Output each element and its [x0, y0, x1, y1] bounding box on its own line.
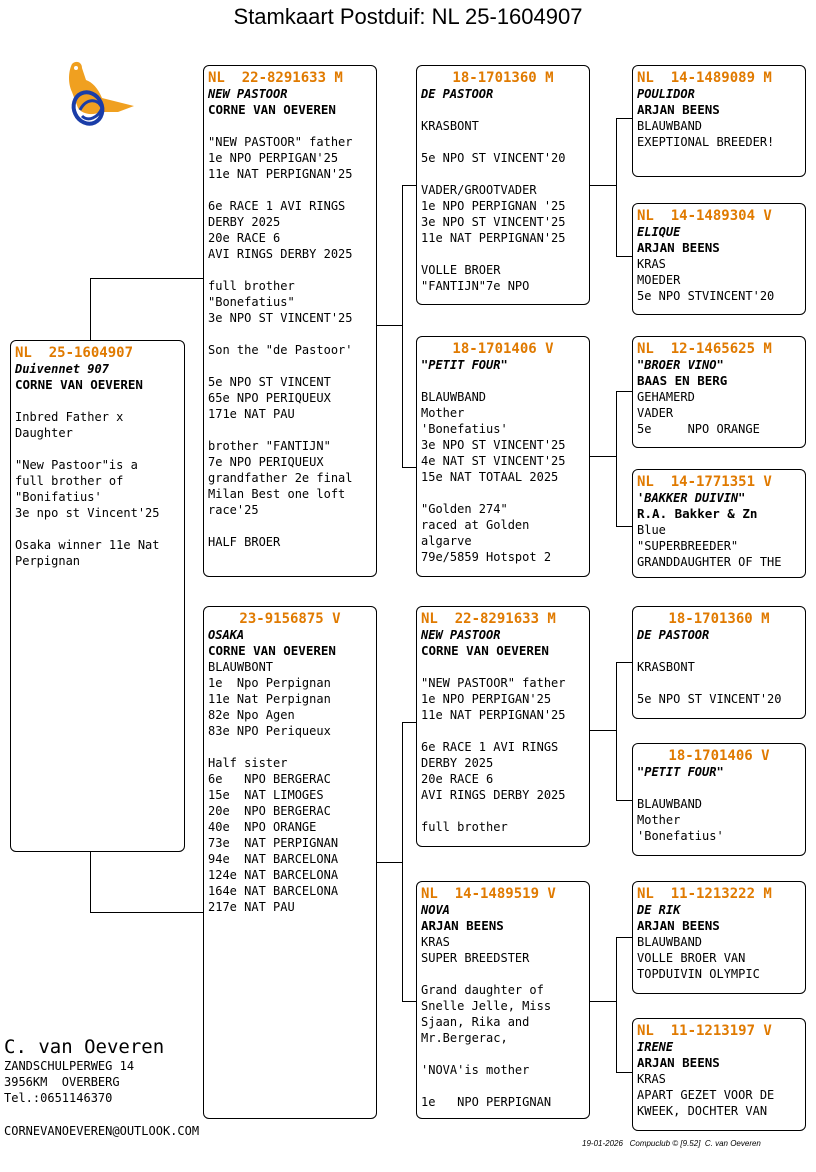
info-line: VADER/GROOTVADER [421, 183, 537, 197]
info-line: Perpignan [15, 554, 81, 568]
info-line [208, 358, 372, 374]
info-line: 15e NAT LIMOGES [208, 788, 324, 802]
connector [616, 391, 617, 526]
pigeon-name: DE PASTOOR [637, 628, 710, 642]
info-line: GRANDDAUGHTER OF THE [637, 555, 782, 569]
info-line: 217e NAT PAU [208, 900, 295, 914]
info-line: Son the "de Pastoor' [208, 343, 353, 357]
breeder-city: 3956KM OVERBERG [4, 1075, 120, 1089]
info-line [421, 373, 585, 389]
pigeon-card-fff[interactable] [632, 65, 806, 177]
pigeon-owner: CORNE VAN OEVEREN [208, 102, 336, 117]
info-line: 20e RACE 6 [208, 231, 281, 245]
ring-number: 23-9156875 V [239, 611, 341, 627]
pigeon-name: "PETIT FOUR" [421, 358, 508, 372]
info-line: VADER [637, 406, 674, 420]
info-line [208, 182, 372, 198]
pigeon-name: NEW PASTOOR [421, 628, 501, 642]
connector [616, 937, 617, 1072]
info-line [421, 723, 585, 739]
connector [589, 185, 616, 186]
info-line: SUPER BREEDSTER [421, 951, 530, 965]
info-line: 20e NPO BERGERAC [208, 804, 331, 818]
info-line: 1e Npo Perpignan [208, 676, 331, 690]
connector [402, 467, 417, 468]
info-line [421, 166, 585, 182]
info-line: EXEPTIONAL BREEDER! [637, 135, 775, 149]
info-line: 3e NPO ST VINCENT'25 [421, 215, 566, 229]
info-line: 'Bonefatius' [637, 829, 724, 843]
ring-number: NL 12-1465625 M [637, 341, 772, 357]
info-line: 11e NAT PERPIGNAN'25 [421, 708, 566, 722]
info-line: Osaka winner 11e Nat [15, 538, 160, 552]
pigeon-card-father-mother[interactable] [416, 336, 590, 577]
pigeon-name: IRENE [637, 1040, 674, 1054]
breeder-address: ZANDSCHULPERWEG 14 [4, 1059, 135, 1073]
info-line: 11e NAT PERPIGNAN'25 [421, 231, 566, 245]
info-line: Half sister [208, 756, 288, 770]
breeder-block [4, 1036, 164, 1106]
pigeon-name: POULIDOR [637, 87, 695, 101]
pigeon-name: DE RIK [637, 903, 681, 917]
info-line: 1e NPO PERPIGNAN [421, 1095, 552, 1109]
ring-number: NL 14-1489089 M [637, 70, 772, 86]
info-line: BLAUWBONT [208, 660, 274, 674]
ring-number: NL 11-1213222 M [637, 886, 772, 902]
info-line: 3e NPO ST VINCENT'25 [421, 438, 566, 452]
info-line: TOPDUIVIN OLYMPIC [637, 967, 760, 981]
ring-number: NL 22-8291633 M [421, 611, 556, 627]
ring-number: NL 14-1771351 V [637, 474, 772, 490]
pigeon-card-father[interactable] [203, 65, 377, 577]
info-line: "SUPERBREEDER" [637, 539, 739, 553]
info-line: 5e NPO ST VINCENT [208, 375, 331, 389]
connector [616, 800, 633, 801]
page-title: Stamkaart Postduif: NL 25-1604907 [233, 4, 583, 29]
info-line: Grand daughter of [421, 983, 544, 997]
connector [402, 185, 403, 467]
info-line: full brother [208, 279, 295, 293]
pigeon-card-mfm[interactable] [632, 743, 806, 856]
info-line: KRAS [637, 257, 666, 271]
connector [90, 278, 91, 340]
info-line [208, 422, 372, 438]
info-line: VOLLE BROER VAN [637, 951, 746, 965]
info-line: 171e NAT PAU [208, 407, 295, 421]
connector [402, 722, 417, 723]
pigeon-name: Duivennet 907 [15, 362, 109, 376]
info-line: KRASBONT [421, 119, 479, 133]
info-line [421, 966, 585, 982]
info-line: KRASBONT [637, 660, 695, 674]
pigeon-name: 'BAKKER DUIVIN" [637, 491, 746, 505]
info-line: APART GEZET VOOR DE [637, 1088, 775, 1102]
info-line: Milan Best one loft [208, 487, 346, 501]
pigeon-name: "BROER VINO" [637, 358, 724, 372]
info-line: raced at Golden [421, 518, 530, 532]
ring-number: NL 25-1604907 [15, 345, 134, 361]
breeder-name: C. van Oeveren [4, 1036, 165, 1058]
info-line [421, 102, 585, 118]
pigeon-name: NOVA [421, 903, 450, 917]
ring-number: 18-1701406 V [452, 341, 554, 357]
info-line: "New Pastoor"is a [15, 458, 138, 472]
pigeon-owner: CORNE VAN OEVEREN [421, 643, 549, 658]
info-line: 5e NPO ST VINCENT'20 [637, 692, 782, 706]
info-line: HALF BROER [208, 535, 281, 549]
info-line: "NEW PASTOOR" father [421, 676, 566, 690]
pigeon-owner: R.A. Bakker & Zn [637, 506, 758, 521]
info-line: 83e NPO Periqueux [208, 724, 331, 738]
info-line: 82e Npo Agen [208, 708, 295, 722]
footer-text: 19-01-2026 Compuclub © [9.52] C. van Oeveren [582, 1139, 761, 1148]
info-line: 124e NAT BARCELONA [208, 868, 339, 882]
info-line: 5e NPO ST VINCENT'20 [421, 151, 566, 165]
connector [376, 862, 402, 863]
info-line: AVI RINGS DERBY 2025 [208, 247, 353, 261]
info-line [637, 643, 801, 659]
info-line: Daughter [15, 426, 73, 440]
pigeon-card-mmf[interactable] [632, 881, 806, 994]
pigeon-owner: CORNE VAN OEVEREN [15, 377, 143, 392]
info-line: 1e NPO PERPIGNAN '25 [421, 199, 566, 213]
connector [616, 118, 633, 119]
info-line: Mother [421, 406, 465, 420]
info-line [637, 780, 801, 796]
info-line [421, 1046, 585, 1062]
info-line: Mr.Bergerac, [421, 1031, 508, 1045]
info-line: KRAS [637, 1072, 666, 1086]
info-line [421, 659, 585, 675]
pigeon-owner: ARJAN BEENS [637, 102, 720, 117]
info-line [421, 246, 585, 262]
info-line [208, 326, 372, 342]
info-line: 65e NPO PERIQUEUX [208, 391, 331, 405]
info-line: grandfather 2e final [208, 471, 353, 485]
info-line: "FANTIJN"7e NPO [421, 279, 530, 293]
info-line: 3e NPO ST VINCENT'25 [208, 311, 353, 325]
connector [589, 730, 616, 731]
info-line [421, 134, 585, 150]
info-line: GEHAMERD [637, 390, 695, 404]
info-line: VOLLE BROER [421, 263, 501, 277]
info-line: 6e RACE 1 AVI RINGS [421, 740, 559, 754]
ring-number: 18-1701360 M [452, 70, 554, 86]
pigeon-card-mother-father[interactable] [416, 606, 590, 847]
connector [402, 722, 403, 1001]
info-line [421, 485, 585, 501]
pigeon-name: DE PASTOOR [421, 87, 494, 101]
info-line: 'NOVA'is mother [421, 1063, 530, 1077]
info-line: "NEW PASTOOR" father [208, 135, 353, 149]
info-line: 11e Nat Perpignan [208, 692, 331, 706]
ring-number: 18-1701406 V [668, 748, 770, 764]
info-line: MOEDER [637, 273, 681, 287]
connector [616, 526, 633, 527]
info-line: 5e NPO ORANGE [637, 422, 760, 436]
pigeon-owner: CORNE VAN OEVEREN [208, 643, 336, 658]
connector [616, 1072, 633, 1073]
info-line: 11e NAT PERPIGNAN'25 [208, 167, 353, 181]
pigeon-card-father-father[interactable] [416, 65, 590, 305]
info-line: Mother [637, 813, 681, 827]
info-line: BLAUWBAND [421, 390, 487, 404]
info-line: DERBY 2025 [421, 756, 494, 770]
ring-number: NL 11-1213197 V [637, 1023, 772, 1039]
connector [616, 118, 617, 256]
breeder-phone: Tel.:0651146370 [4, 1091, 113, 1105]
info-line [208, 262, 372, 278]
info-line: 5e NPO STVINCENT'20 [637, 289, 775, 303]
pigeon-owner: ARJAN BEENS [637, 1055, 720, 1070]
connector [616, 391, 633, 392]
connector [402, 1001, 417, 1002]
info-line: 1e NPO PERPIGAN'25 [421, 692, 552, 706]
info-line [15, 441, 180, 457]
pigeon-card-mother[interactable] [203, 606, 377, 1119]
ring-number: 18-1701360 M [668, 611, 770, 627]
ring-number: NL 14-1489519 V [421, 886, 556, 902]
info-line: BLAUWBAND [637, 119, 703, 133]
connector [616, 937, 633, 938]
pigeon-card-mother-mother[interactable] [416, 881, 590, 1119]
info-line: 15e NAT TOTAAL 2025 [421, 470, 559, 484]
pigeon-card-mff[interactable] [632, 606, 806, 719]
pigeon-owner: ARJAN BEENS [637, 240, 720, 255]
info-line: Inbred Father x [15, 410, 124, 424]
pigeon-card-subject[interactable] [10, 340, 185, 852]
info-line: full brother [421, 820, 508, 834]
pigeon-card-fmf[interactable] [632, 336, 806, 448]
connector [616, 662, 617, 800]
info-line [208, 739, 372, 755]
info-line: 4e NAT ST VINCENT'25 [421, 454, 566, 468]
connector [90, 278, 204, 279]
pigeon-name: OSAKA [208, 628, 245, 642]
connector [376, 325, 402, 326]
connector [616, 662, 633, 663]
info-line: 40e NPO ORANGE [208, 820, 317, 834]
info-line: algarve [421, 534, 472, 548]
info-line: AVI RINGS DERBY 2025 [421, 788, 566, 802]
pigeon-owner: ARJAN BEENS [637, 918, 720, 933]
info-line: full brother of [15, 474, 124, 488]
info-line: "Golden 274" [421, 502, 508, 516]
info-line [208, 118, 372, 134]
pigeon-name: NEW PASTOOR [208, 87, 288, 101]
info-line: 'Bonefatius' [421, 422, 508, 436]
info-line: 7e NPO PERIQUEUX [208, 455, 324, 469]
info-line [637, 675, 801, 691]
info-line: DERBY 2025 [208, 215, 281, 229]
info-line [421, 1078, 585, 1094]
info-line: 6e NPO BERGERAC [208, 772, 331, 786]
info-line: 3e npo st Vincent'25 [15, 506, 160, 520]
info-line: 20e RACE 6 [421, 772, 494, 786]
info-line: KRAS [421, 935, 450, 949]
info-line: Blue [637, 523, 666, 537]
connector [616, 256, 633, 257]
info-line: 73e NAT PERPIGNAN [208, 836, 339, 850]
info-line [15, 521, 180, 537]
connector [589, 456, 616, 457]
info-line [421, 803, 585, 819]
ring-number: NL 22-8291633 M [208, 70, 343, 86]
pigeon-owner: ARJAN BEENS [421, 918, 504, 933]
connector [90, 852, 91, 912]
pigeon-card-mmm[interactable] [632, 1018, 806, 1131]
info-line: "Bonifatius' [15, 490, 102, 504]
info-line: Sjaan, Rika and [421, 1015, 530, 1029]
pigeon-logo-icon [58, 58, 138, 130]
pigeon-name: ELIQUE [637, 225, 681, 239]
ring-number: NL 14-1489304 V [637, 208, 772, 224]
connector [90, 912, 204, 913]
connector [589, 1001, 616, 1002]
info-line: 94e NAT BARCELONA [208, 852, 339, 866]
info-line: Snelle Jelle, Miss [421, 999, 552, 1013]
info-line: brother "FANTIJN" [208, 439, 331, 453]
info-line [15, 393, 180, 409]
pigeon-card-ffm[interactable] [632, 203, 806, 315]
info-line: KWEEK, DOCHTER VAN [637, 1104, 768, 1118]
info-line: 1e NPO PERPIGAN'25 [208, 151, 339, 165]
info-line: 79e/5859 Hotspot 2 [421, 550, 552, 564]
info-line: BLAUWBAND [637, 797, 703, 811]
breeder-email[interactable]: CORNEVANOEVEREN@OUTLOOK.COM [4, 1124, 200, 1138]
pigeon-name: "PETIT FOUR" [637, 765, 724, 779]
pigeon-card-fmm[interactable] [632, 469, 806, 578]
connector [402, 185, 417, 186]
info-line: 164e NAT BARCELONA [208, 884, 339, 898]
info-line: race'25 [208, 503, 259, 517]
pigeon-owner: BAAS EN BERG [637, 373, 728, 388]
info-line: 6e RACE 1 AVI RINGS [208, 199, 346, 213]
info-line [208, 518, 372, 534]
info-line: BLAUWBAND [637, 935, 703, 949]
info-line: "Bonefatius" [208, 295, 295, 309]
